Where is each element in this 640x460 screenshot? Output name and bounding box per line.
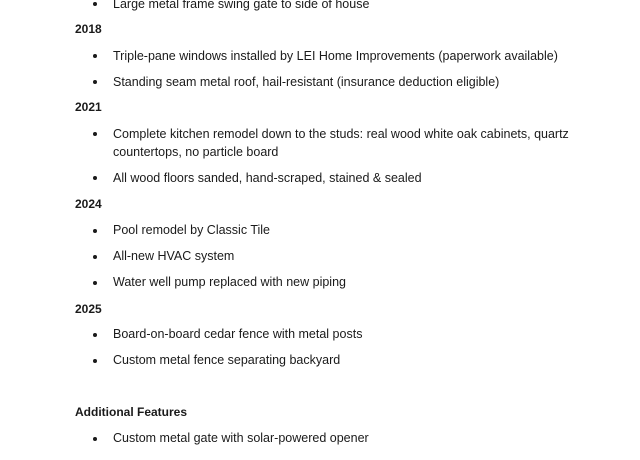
bullet-icon	[93, 359, 97, 363]
bullet-icon	[93, 2, 97, 6]
bullet-icon	[93, 80, 97, 84]
list-item: Complete kitchen remodel down to the studs: real wood white oak cabinets, quartz	[113, 127, 569, 141]
additional-features-heading: Additional Features	[75, 405, 188, 419]
list-item: Custom metal fence separating backyard	[113, 353, 341, 367]
year-heading-2024: 2024	[75, 197, 102, 211]
list-item: Pool remodel by Classic Tile	[113, 223, 271, 237]
list-item: Water well pump replaced with new piping	[113, 275, 346, 289]
list-item: All wood floors sanded, hand-scraped, stained & sealed	[113, 171, 422, 185]
bullet-icon	[93, 437, 97, 441]
year-heading-2021: 2021	[75, 100, 102, 114]
year-heading-2018: 2018	[75, 22, 102, 36]
list-item: Large metal frame swing gate to side of house	[113, 0, 370, 11]
list-item-continuation: countertops, no particle board	[113, 145, 279, 159]
year-heading-2025: 2025	[75, 302, 102, 316]
list-item: Standing seam metal roof, hail-resistant (insurance deduction eligible)	[113, 75, 500, 89]
list-item: Board-on-board cedar fence with metal posts	[113, 327, 363, 341]
list-item: Custom metal gate with solar-powered opener	[113, 431, 369, 445]
bullet-icon	[93, 132, 97, 136]
bullet-icon	[93, 54, 97, 58]
list-item: All-new HVAC system	[113, 249, 235, 263]
list-item: Triple-pane windows installed by LEI Home Improvements (paperwork available)	[113, 49, 558, 63]
bullet-icon	[93, 176, 97, 180]
bullet-icon	[93, 281, 97, 285]
bullet-icon	[93, 255, 97, 259]
bullet-icon	[93, 229, 97, 233]
bullet-icon	[93, 333, 97, 337]
